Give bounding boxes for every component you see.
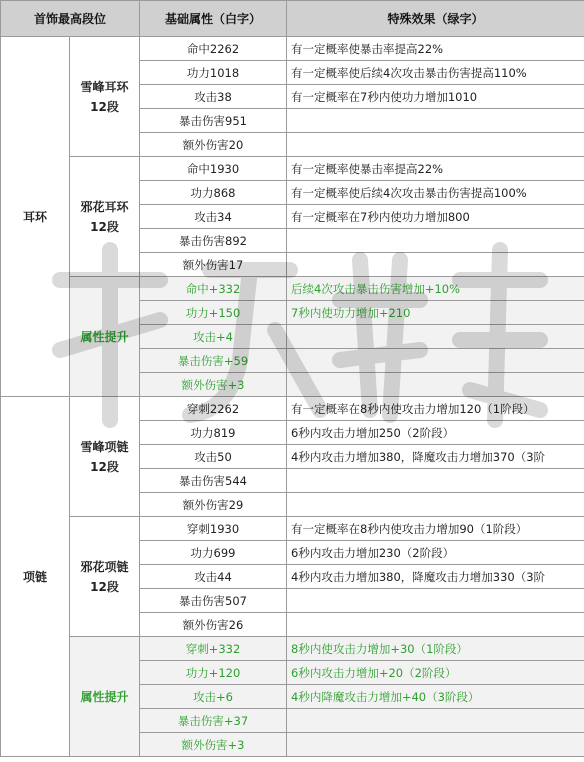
accessory-type: 耳环 [1,37,70,397]
special-effect-cell: 有一定概率在8秒内使攻击力增加120（1阶段） [287,397,584,421]
base-attribute-cell: 穿刺1930 [140,517,287,541]
special-effect-cell [287,229,584,253]
special-effect-cell [287,373,584,397]
base-attribute-cell: 命中+332 [140,277,287,301]
accessory-tier-line: 12段 [90,579,119,594]
table-row [1,397,584,421]
special-effect-cell [287,733,584,757]
base-attribute-cell: 功力819 [140,421,287,445]
base-attribute-cell: 功力1018 [140,61,287,85]
base-attribute-cell: 额外伤害20 [140,133,287,157]
attribute-boost-label [70,637,140,757]
accessory-name [70,37,140,157]
accessory-name-line: 邪花项链 [80,559,129,574]
base-attribute-cell: 穿刺2262 [140,397,287,421]
base-attribute-cell: 额外伤害+3 [140,733,287,757]
accessory-name-line: 雪峰耳环 [80,79,129,94]
special-effect-cell [287,349,584,373]
special-effect-cell: 8秒内使攻击力增加+30（1阶段） [287,637,584,661]
base-attribute-cell: 额外伤害26 [140,613,287,637]
header-tier: 首饰最高段位 [1,1,140,37]
base-attribute-cell: 额外伤害17 [140,253,287,277]
base-attribute-cell: 暴击伤害951 [140,109,287,133]
base-attribute-cell: 额外伤害29 [140,493,287,517]
special-effect-cell [287,469,584,493]
special-effect-cell: 6秒内攻击力增加+20（2阶段） [287,661,584,685]
base-attribute-cell: 功力+150 [140,301,287,325]
accessory-tier-line: 12段 [90,459,119,474]
special-effect-cell: 有一定概率在7秒内使功力增加800 [287,205,584,229]
special-effect-cell: 有一定概率在8秒内使攻击力增加90（1阶段） [287,517,584,541]
base-attribute-cell: 暴击伤害544 [140,469,287,493]
base-attribute-cell: 功力868 [140,181,287,205]
base-attribute-cell: 暴击伤害+37 [140,709,287,733]
table-row [1,637,584,661]
special-effect-cell [287,325,584,349]
base-attribute-cell: 命中2262 [140,37,287,61]
table-row [1,37,584,61]
accessory-name [70,397,140,517]
special-effect-cell [287,253,584,277]
base-attribute-cell: 命中1930 [140,157,287,181]
special-effect-cell: 有一定概率使暴击率提高22% [287,37,584,61]
base-attribute-cell: 暴击伤害+59 [140,349,287,373]
base-attribute-cell: 额外伤害+3 [140,373,287,397]
base-attribute-cell: 攻击+4 [140,325,287,349]
special-effect-cell: 有一定概率使后续4次攻击暴击伤害提高100% [287,181,584,205]
special-effect-cell: 7秒内使功力增加+210 [287,301,584,325]
special-effect-cell: 4秒内攻击力增加380，降魔攻击力增加370（3阶 [287,445,584,469]
attribute-boost-label [70,277,140,397]
accessory-name [70,157,140,277]
special-effect-cell [287,133,584,157]
special-effect-cell: 4秒内降魔攻击力增加+40（3阶段） [287,685,584,709]
accessory-tier-line: 12段 [90,99,119,114]
special-effect-cell: 有一定概率在7秒内使功力增加1010 [287,85,584,109]
base-attribute-cell: 功力699 [140,541,287,565]
accessory-name-line: 雪峰项链 [80,439,129,454]
base-attribute-cell: 穿刺+332 [140,637,287,661]
table-row [1,517,584,541]
special-effect-cell [287,109,584,133]
header-base-attributes: 基础属性（白字） [140,1,287,37]
table-row [1,157,584,181]
base-attribute-cell: 攻击38 [140,85,287,109]
base-attribute-cell: 攻击34 [140,205,287,229]
table-row [1,277,584,301]
base-attribute-cell: 攻击44 [140,565,287,589]
table-body [1,37,584,757]
special-effect-cell: 4秒内攻击力增加380，降魔攻击力增加330（3阶 [287,565,584,589]
accessory-name-line: 属性提升 [80,329,129,344]
special-effect-cell: 有一定概率使暴击率提高22% [287,157,584,181]
accessory-name [70,517,140,637]
special-effect-cell: 6秒内攻击力增加250（2阶段） [287,421,584,445]
special-effect-cell: 6秒内攻击力增加230（2阶段） [287,541,584,565]
table-header-row [1,1,584,37]
accessory-type: 项链 [1,397,70,757]
base-attribute-cell: 攻击50 [140,445,287,469]
special-effect-cell [287,613,584,637]
special-effect-cell: 后续4次攻击暴击伤害增加+10% [287,277,584,301]
accessory-name-line: 邪花耳环 [80,199,129,214]
special-effect-cell [287,493,584,517]
special-effect-cell [287,589,584,613]
base-attribute-cell: 暴击伤害892 [140,229,287,253]
base-attribute-cell: 攻击+6 [140,685,287,709]
accessory-tier-line: 12段 [90,219,119,234]
base-attribute-cell: 功力+120 [140,661,287,685]
special-effect-cell [287,709,584,733]
accessory-name-line: 属性提升 [80,689,129,704]
special-effect-cell: 有一定概率使后续4次攻击暴击伤害提高110% [287,61,584,85]
base-attribute-cell: 暴击伤害507 [140,589,287,613]
header-special-effects: 特殊效果（绿字） [287,1,584,37]
